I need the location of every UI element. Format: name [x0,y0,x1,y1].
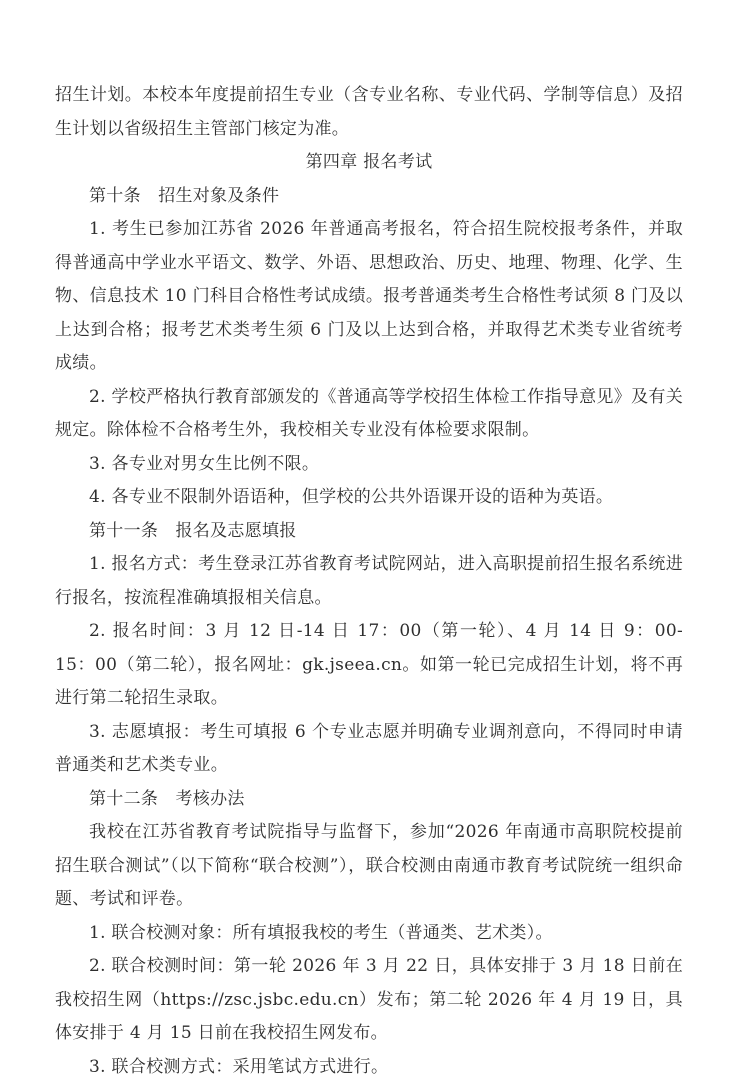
document-body [55,79,683,1084]
paragraph-registration-time: 2. 报名时间：3 月 12 日-14 日 17：00（第一轮）、4 月 14 日 9：00-15：00（第二轮），报名网址：gk.jseea.cn。如第一轮已完成招生计划，将不再进行第二轮招生录取。 [55,615,683,716]
article-heading-10: 第十条 招生对象及条件 [55,180,683,214]
paragraph-eligibility-1: 1. 考生已参加江苏省 2026 年普通高考报名，符合招生院校报考条件，并取得普通高中学业水平语文、数学、外语、思想政治、历史、地理、物理、化学、生物、信息技术 10 门科目合格性考试成绩。报考普通类考生合格性考试须 8 门及以上达到合格；报考艺术类考生须 6 门及以上达到合格，并取得艺术类专业省统考成绩。 [55,213,683,381]
article-heading-12: 第十二条 考核办法 [55,783,683,817]
paragraph-volunteer-filling: 3. 志愿填报：考生可填报 6 个专业志愿并明确专业调剂意向，不得同时申请普通类和艺术类专业。 [55,716,683,783]
paragraph-registration-method: 1. 报名方式：考生登录江苏省教育考试院网站，进入高职提前招生报名系统进行报名，按流程准确填报相关信息。 [55,548,683,615]
paragraph-eligibility-2: 2. 学校严格执行教育部颁发的《普通高等学校招生体检工作指导意见》及有关规定。除体检不合格考生外，我校相关专业没有体检要求限制。 [55,381,683,448]
chapter-heading: 第四章 报名考试 [55,146,683,180]
paragraph-assessment-intro: 我校在江苏省教育考试院指导与监督下，参加“2026 年南通市高职院校提前招生联合测试”（以下简称“联合校测”），联合校测由南通市教育考试院统一组织命题、考试和评卷。 [55,816,683,917]
paragraph-eligibility-3: 3. 各专业对男女生比例不限。 [55,448,683,482]
paragraph-joint-test-time: 2. 联合校测时间：第一轮 2026 年 3 月 22 日，具体安排于 3 月 18 日前在我校招生网（https://zsc.jsbc.edu.cn）发布；第二轮 2026 年 4 月 19 日，具体安排于 4 月 15 日前在我校招生网发布。 [55,950,683,1051]
paragraph-joint-test-format: 3. 联合校测方式：采用笔试方式进行。 [55,1051,683,1084]
paragraph-joint-test-target: 1. 联合校测对象：所有填报我校的考生（普通类、艺术类）。 [55,917,683,951]
paragraph-continuation: 招生计划。本校本年度提前招生专业（含专业名称、专业代码、学制等信息）及招生计划以省级招生主管部门核定为准。 [55,79,683,146]
article-heading-11: 第十一条 报名及志愿填报 [55,515,683,549]
paragraph-eligibility-4: 4. 各专业不限制外语语种，但学校的公共外语课开设的语种为英语。 [55,481,683,515]
